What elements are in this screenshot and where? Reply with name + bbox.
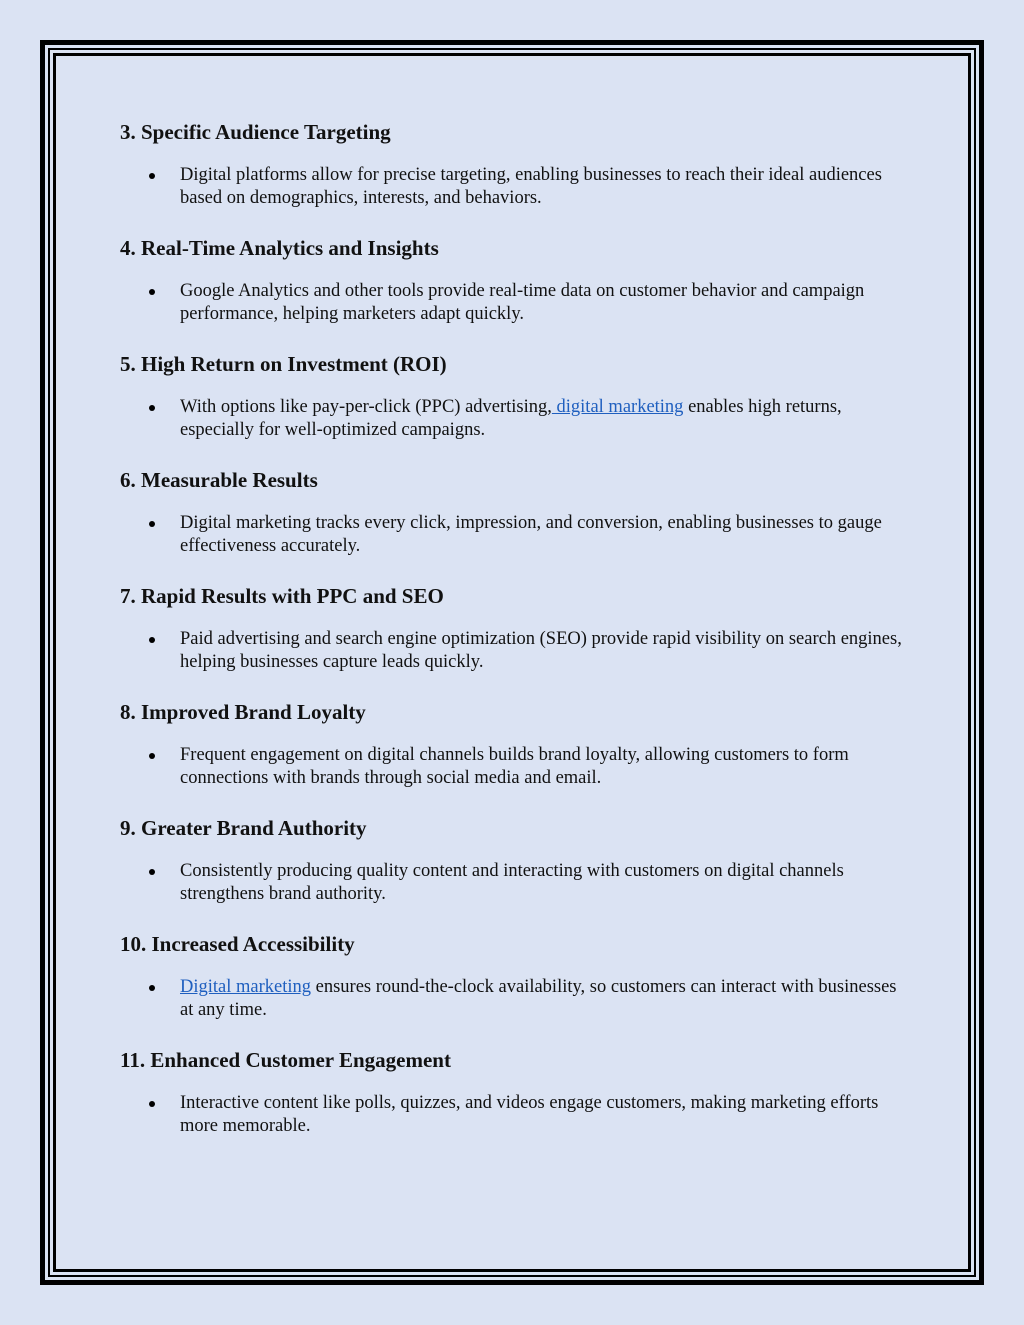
section-heading: 3. Specific Audience Targeting [120, 120, 391, 144]
section-customer-engagement [120, 1046, 910, 1138]
section-heading: 4. Real-Time Analytics and Insights [120, 236, 439, 260]
section-heading: 10. Increased Accessibility [120, 932, 355, 956]
bullet-icon [149, 521, 155, 527]
list-item [180, 164, 910, 210]
list-item [180, 744, 910, 790]
bullet-list [120, 744, 910, 790]
section-accessibility [120, 930, 910, 1022]
section-heading: 5. High Return on Investment (ROI) [120, 352, 447, 376]
bullet-list [120, 1092, 910, 1138]
bullet-text-after-link: ensures round-the-clock availability, so customers can interact with businesses at any time. [180, 977, 897, 1020]
digital-marketing-link[interactable]: Digital marketing [180, 977, 312, 997]
section-measurable-results [120, 466, 910, 558]
section-audience-targeting [120, 118, 910, 210]
document-body [120, 118, 910, 1162]
bullet-icon [149, 637, 155, 643]
list-item [180, 512, 910, 558]
bullet-icon [149, 405, 155, 411]
bullet-text: Consistently producing quality content and interacting with customers on digital channels strengthens brand authority. [180, 861, 844, 904]
section-brand-loyalty [120, 698, 910, 790]
bullet-text: Digital marketing tracks every click, impression, and conversion, enabling businesses to gauge effectiveness accurately. [180, 513, 882, 556]
section-heading: 11. Enhanced Customer Engagement [120, 1048, 451, 1072]
list-item [180, 396, 910, 442]
list-item [180, 976, 910, 1022]
bullet-list [120, 512, 910, 558]
bullet-text-after-link: enables high returns, especially for well-optimized campaigns. [180, 397, 842, 440]
bullet-text: Paid advertising and search engine optimization (SEO) provide rapid visibility on search engines, helping businesses capture leads quickly. [180, 629, 902, 672]
bullet-icon [149, 289, 155, 295]
section-heading: 8. Improved Brand Loyalty [120, 700, 366, 724]
section-high-roi [120, 350, 910, 442]
bullet-list [120, 860, 910, 906]
list-item [180, 280, 910, 326]
bullet-list [120, 396, 910, 442]
bullet-text: Digital platforms allow for precise targeting, enabling businesses to reach their ideal audiences based on demographics, interests, and behaviors. [180, 165, 882, 208]
bullet-text: Google Analytics and other tools provide real-time data on customer behavior and campaign performance, helping marketers adapt quickly. [180, 281, 865, 324]
section-heading: 9. Greater Brand Authority [120, 816, 367, 840]
bullet-list [120, 280, 910, 326]
section-brand-authority [120, 814, 910, 906]
digital-marketing-link[interactable]: digital marketing [551, 397, 684, 417]
bullet-text-before-link: With options like pay-per-click (PPC) advertising, [180, 397, 552, 417]
section-heading: 7. Rapid Results with PPC and SEO [120, 584, 444, 608]
bullet-icon [149, 753, 155, 759]
list-item [180, 628, 910, 674]
bullet-icon [149, 869, 155, 875]
bullet-text: Interactive content like polls, quizzes, and videos engage customers, making marketing efforts more memorable. [180, 1093, 879, 1136]
bullet-text: Frequent engagement on digital channels builds brand loyalty, allowing customers to form connections with brands through social media and email. [180, 745, 849, 788]
bullet-list [120, 164, 910, 210]
bullet-icon [149, 1101, 155, 1107]
bullet-icon [149, 985, 155, 991]
bullet-list [120, 628, 910, 674]
list-item [180, 860, 910, 906]
list-item [180, 1092, 910, 1138]
section-real-time-analytics [120, 234, 910, 326]
bullet-icon [149, 173, 155, 179]
section-rapid-results [120, 582, 910, 674]
bullet-list [120, 976, 910, 1022]
section-heading: 6. Measurable Results [120, 468, 318, 492]
